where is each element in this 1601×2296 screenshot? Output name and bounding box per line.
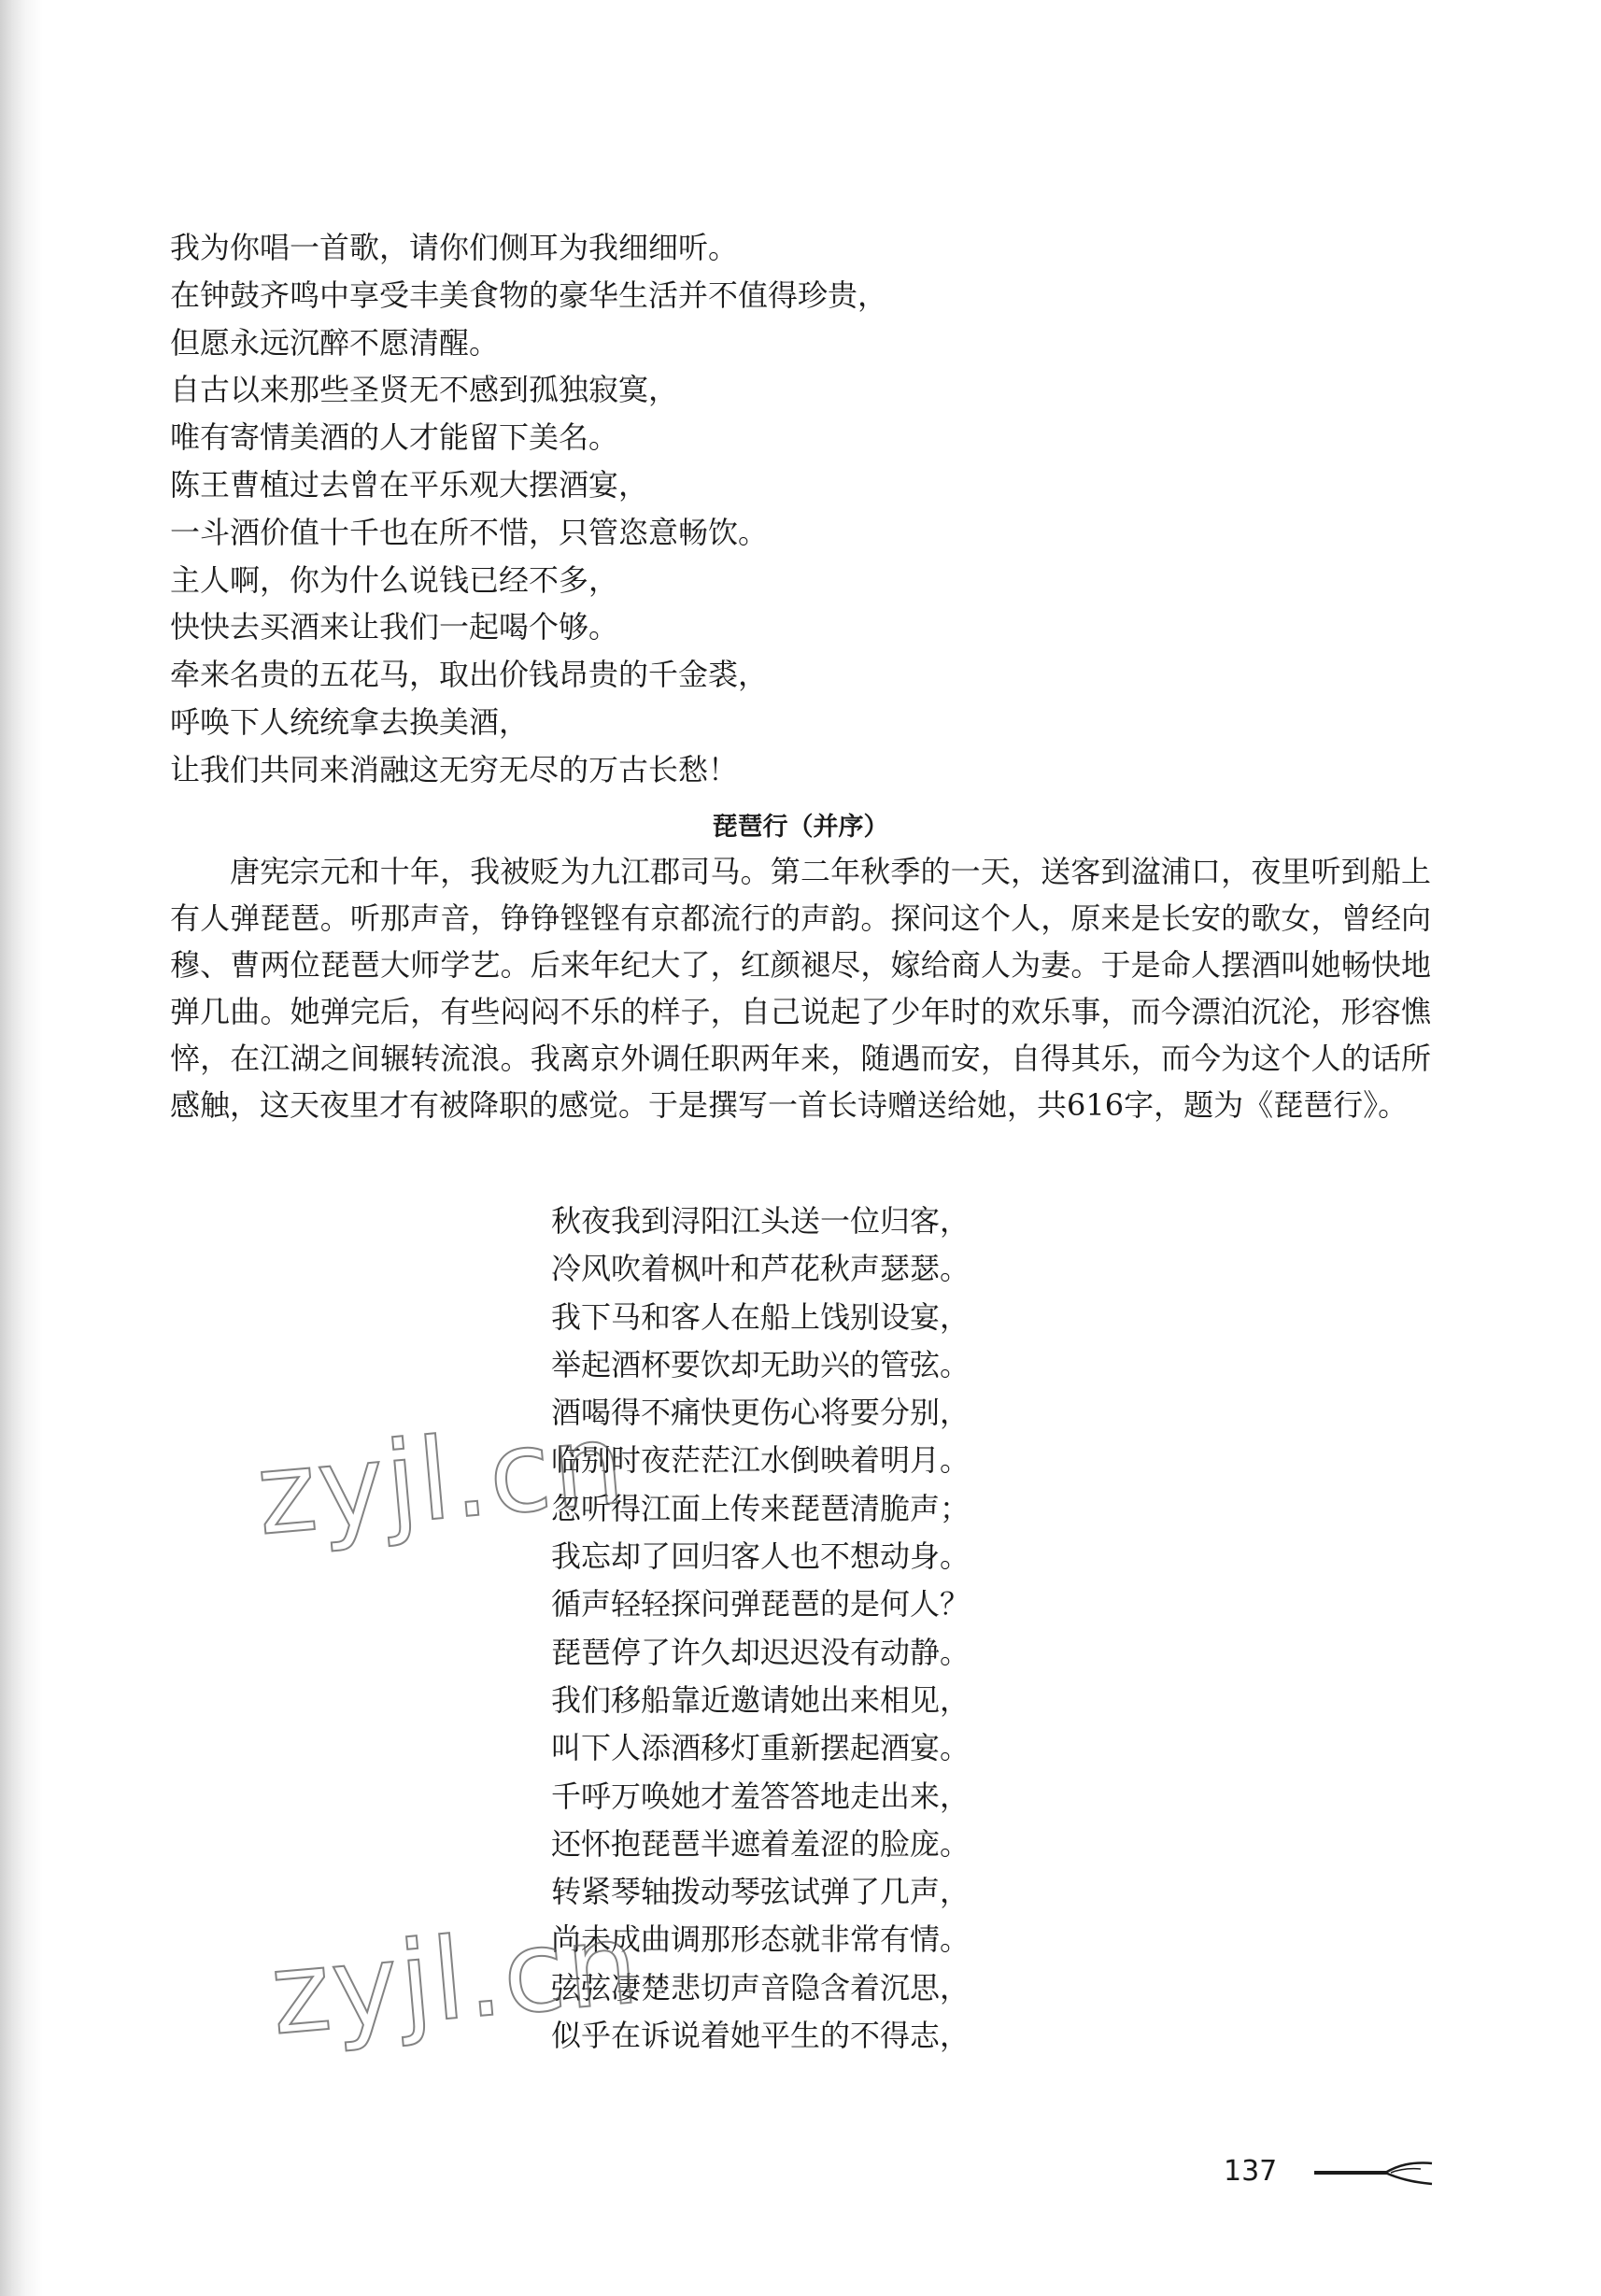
poem-line: 在钟鼓齐鸣中享受丰美食物的豪华生活并不值得珍贵， — [170, 276, 888, 313]
poem-line: 忽听得江面上传来琵琶清脆声； — [551, 1490, 971, 1526]
poem-line: 我下马和客人在船上饯别设宴， — [551, 1298, 971, 1335]
poem-line: 主人啊，你为什么说钱已经不多， — [170, 561, 619, 598]
watermark: zyjl.cn — [251, 1399, 631, 1561]
poem-line: 弦弦凄楚悲切声音隐含着沉思， — [551, 1969, 971, 2005]
poem-line: 酒喝得不痛快更伤心将要分别， — [551, 1395, 971, 1431]
poem-line: 我们移船靠近邀请她出来相见， — [551, 1681, 971, 1718]
section-title: 琵琶行（并序） — [712, 813, 889, 842]
page-ornament-icon — [1312, 2156, 1434, 2190]
poem-line: 我忘却了回归客人也不想动身。 — [551, 1538, 971, 1575]
poem-line: 陈王曹植过去曾在平乐观大摆酒宴， — [170, 466, 649, 503]
poem-translation-block — [170, 224, 1431, 794]
poem-line: 牵来名贵的五花马，取出价钱昂贵的千金裘， — [170, 657, 769, 693]
poem-line: 尚未成曲调那形态就非常有情。 — [551, 1921, 971, 1958]
poem-line: 我为你唱一首歌，请你们侧耳为我细细听。 — [170, 230, 739, 265]
poem-line: 秋夜我到浔阳江头送一位归客， — [551, 1203, 971, 1239]
poem-line: 呼唤下人统统拿去换美酒， — [170, 703, 530, 740]
poem-line: 转紧琴轴拨动琴弦试弹了几声， — [551, 1874, 971, 1910]
pipa-xing-translation-block — [551, 1198, 1392, 2060]
preface-paragraph: 唐宪宗元和十年，我被贬为九江郡司马。第二年秋季的一天，送客到湓浦口，夜里听到船上有人弹琵琶。听那声音，铮铮铿铿有京都流行的声韵。探问这个人，原来是长安的歌女，曾经向穆、曹两位琵琶大师学艺。后来年纪大了，红颜褪尽，嫁给商人为妻。于是命人摆酒叫她畅快地弹几曲。她弹完后，有些闷闷不乐的样子，自己说起了少年时的欢乐事，而今漂泊沉沦，形容憔悴，在江湖之间辗转流浪。我离京外调任职两年来，随遇而安，自得其乐，而今为这个人的话所感触，这天夜里才有被降职的感觉。于是撰写一首长诗赠送给她，共616字，题为《琵琶行》。 — [170, 854, 1431, 1123]
poem-line: 快快去买酒来让我们一起喝个够。 — [170, 609, 619, 645]
poem-line: 还怀抱琵琶半遮着羞涩的脸庞。 — [551, 1825, 971, 1862]
poem-line: 循声轻轻探问弹琵琶的是何人？ — [551, 1586, 971, 1623]
poem-line: 临别时夜茫茫江水倒映着明月。 — [551, 1442, 971, 1479]
poem-line: 自古以来那些圣贤无不感到孤独寂寞， — [170, 372, 679, 408]
poem-line: 似乎在诉说着她平生的不得志， — [551, 2018, 971, 2054]
watermark: zyjl.cn — [265, 1899, 645, 2061]
poem-line: 千呼万唤她才羞答答地走出来， — [551, 1778, 971, 1814]
poem-line: 一斗酒价值十千也在所不惜，只管恣意畅饮。 — [170, 514, 769, 550]
page-number: 137 — [1224, 2155, 1278, 2188]
poem-line: 举起酒杯要饮却无助兴的管弦。 — [551, 1346, 971, 1382]
poem-line: 唯有寄情美酒的人才能留下美名。 — [170, 419, 619, 456]
poem-line: 但愿永远沉醉不愿清醒。 — [170, 324, 500, 361]
poem-line: 琵琶停了许久却迟迟没有动静。 — [551, 1634, 971, 1670]
poem-line: 冷风吹着枫叶和芦花秋声瑟瑟。 — [551, 1251, 971, 1287]
poem-line: 让我们共同来消融这无穷无尽的万古长愁！ — [170, 751, 739, 787]
poem-line: 叫下人添酒移灯重新摆起酒宴。 — [551, 1730, 971, 1766]
